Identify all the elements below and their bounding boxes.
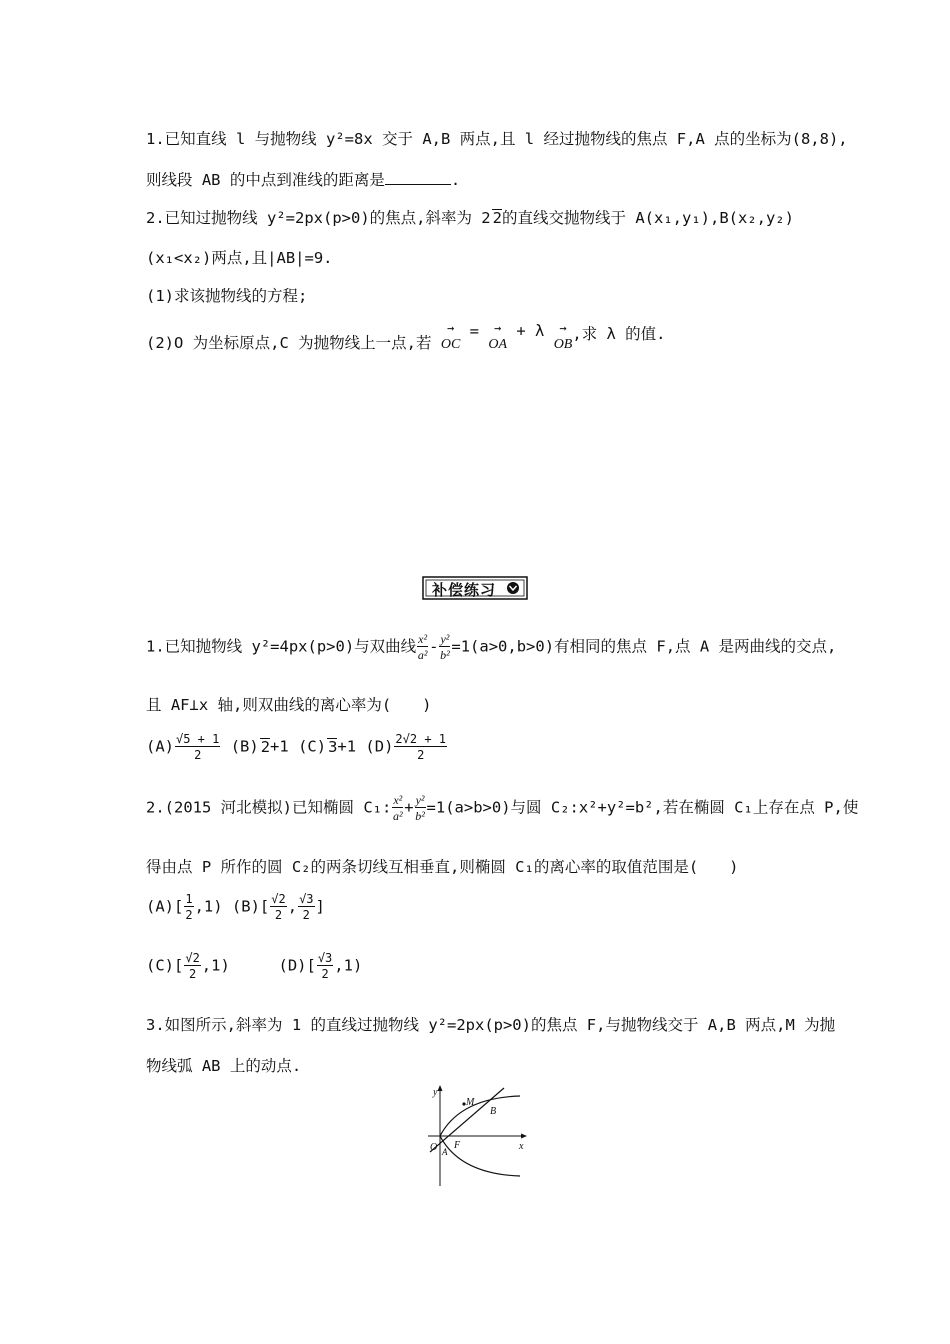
s2q1-line1 — [146, 633, 836, 661]
q2-sub1 — [146, 284, 307, 306]
option-c-sqrt: 3 — [328, 737, 338, 756]
s2q2-line1 — [146, 794, 858, 822]
option-b-label: (B) — [230, 737, 259, 756]
y-label: y — [433, 1087, 438, 1098]
s2q2-line2 — [146, 855, 738, 877]
point-m-label: M — [466, 1097, 475, 1108]
option-b-frac2: $\frac{√3}{2}$ — [299, 892, 314, 922]
s2q1-options — [146, 733, 448, 761]
plus-sign: + — [404, 798, 414, 817]
answer-blank — [385, 170, 451, 185]
point-b-label: B — [490, 1106, 497, 1117]
parabola-diagram — [420, 1083, 530, 1188]
q1-text-line2 — [146, 168, 460, 190]
parabola-figure — [420, 1083, 530, 1188]
s2q3-line2-text: 物线弧 AB 上的动点. — [146, 1057, 302, 1075]
s2q3-line1-text: 3.如图所示,斜率为 1 的直线过抛物线 y²=2px(p>0)的焦点 F,与抛物线交于 A,B 两点,M 为抛 — [146, 1016, 836, 1034]
section-banner — [422, 576, 528, 600]
chevron-down-icon — [507, 582, 519, 594]
s2q1-line2 — [146, 693, 432, 715]
point-a-label: A — [442, 1147, 448, 1157]
vector-oc: → OC — [440, 321, 461, 352]
option-a-value: $\frac{√5 + 1}{2}$ — [176, 732, 220, 762]
q1-line2a: 则线段 AB 的中点到准线的距离是 — [146, 171, 385, 189]
banner-title: 补偿练习 — [432, 581, 497, 599]
frac-y2-b2: $\frac{\text{y²}}{\text{b²}}$ — [415, 793, 425, 823]
q2-text-line1 — [146, 206, 794, 228]
option-c-label: (C) — [146, 956, 174, 975]
focus-label: F — [454, 1140, 461, 1151]
option-a-frac: $\frac{1}{2}$ — [185, 892, 193, 922]
origin-label: O — [430, 1142, 438, 1153]
q2-sub2 — [146, 322, 666, 353]
option-a-label: (A) — [146, 737, 174, 756]
option-d-label: (D) — [365, 737, 394, 756]
frac-x2-a2: $\frac{\text{x²}}{\text{a²}}$ — [392, 793, 403, 823]
x-label: x — [519, 1141, 524, 1152]
vector-oa: → OA — [488, 321, 507, 352]
option-c-tail: +1 — [337, 737, 357, 756]
s2q1-line1a: 1.已知抛物线 y²=4px(p>0)与双曲线 — [146, 637, 417, 656]
option-d-value: $\frac{2√2 + 1}{2}$ — [395, 732, 446, 762]
q2-line1b: 的直线交抛物线于 A(x₁,y₁),B(x₂,y₂) — [502, 209, 794, 227]
s2q2-options-ab: (A)[ $\frac{1}{2}$ ,1) (B)[ $\frac{√2}{2}$ , $\frac{√3}{2}$ ] — [146, 892, 325, 922]
q2-sub2b: ,求 λ 的值. — [572, 325, 666, 343]
s2q2-options-cd: (C)[ $\frac{√2}{2}$ ,1) (D)[ $\frac{√3}{2}$ ,1) — [146, 951, 363, 981]
q2-text-line2 — [146, 246, 332, 268]
q1-line2b: . — [450, 171, 461, 189]
option-b-label: (B) — [231, 897, 260, 916]
frac-y2-b2: $\frac{\text{y²}}{\text{b²}}$ — [440, 632, 450, 662]
q2-line2: (x₁<x₂)两点,且|AB|=9. — [146, 249, 333, 267]
option-b-sqrt: 2 — [260, 737, 271, 756]
equals-sign: = — [469, 322, 479, 340]
plus-lambda: + λ — [516, 322, 545, 340]
option-d-label: (D) — [278, 956, 307, 975]
s2q2-line1a: 2.(2015 河北模拟)已知椭圆 C₁: — [146, 798, 392, 817]
minus-sign: - — [429, 637, 439, 656]
s2q2-line2-text: 得由点 P 所作的圆 C₂的两条切线互相垂直,则椭圆 C₁的离心率的取值范围是( ) — [146, 858, 739, 876]
s2q2-line1b: =1(a>b>0)与圆 C₂:x²+y²=b²,若在椭圆 C₁上存在点 P,使 — [426, 798, 859, 817]
option-b-tail: +1 — [270, 737, 289, 756]
option-c-label: (C) — [298, 737, 327, 756]
sqrt-2: 2 — [492, 209, 502, 227]
option-b-frac1: $\frac{√2}{2}$ — [271, 892, 286, 922]
s2q3-line1 — [146, 1013, 835, 1035]
s2q1-line2-text: 且 AF⊥x 轴,则双曲线的离心率为( ) — [146, 696, 432, 714]
frac-x2-a2: $\frac{\text{x²}}{\text{a²}}$ — [417, 632, 428, 662]
option-d-frac: $\frac{√3}{2}$ — [317, 951, 333, 981]
option-a-label: (A) — [146, 897, 174, 916]
q1-line1: 1.已知直线 l 与抛物线 y²=8x 交于 A,B 两点,且 l 经过抛物线的焦点 F,A 点的坐标为(8,8), — [146, 130, 848, 148]
option-c-frac: $\frac{√2}{2}$ — [185, 951, 200, 981]
q2-sub1-text: (1)求该抛物线的方程; — [146, 287, 308, 305]
q1-text-line1 — [146, 127, 848, 149]
vector-ob: → OB — [553, 321, 573, 352]
s2q3-line2 — [146, 1054, 301, 1076]
q2-line1a: 2.已知过抛物线 y²=2px(p>0)的焦点,斜率为 2 — [146, 209, 491, 227]
s2q1-line1b: =1(a>0,b>0)有相同的焦点 F,点 A 是两曲线的交点, — [451, 637, 837, 656]
q2-sub2a: (2)O 为坐标原点,C 为抛物线上一点,若 — [146, 334, 432, 352]
